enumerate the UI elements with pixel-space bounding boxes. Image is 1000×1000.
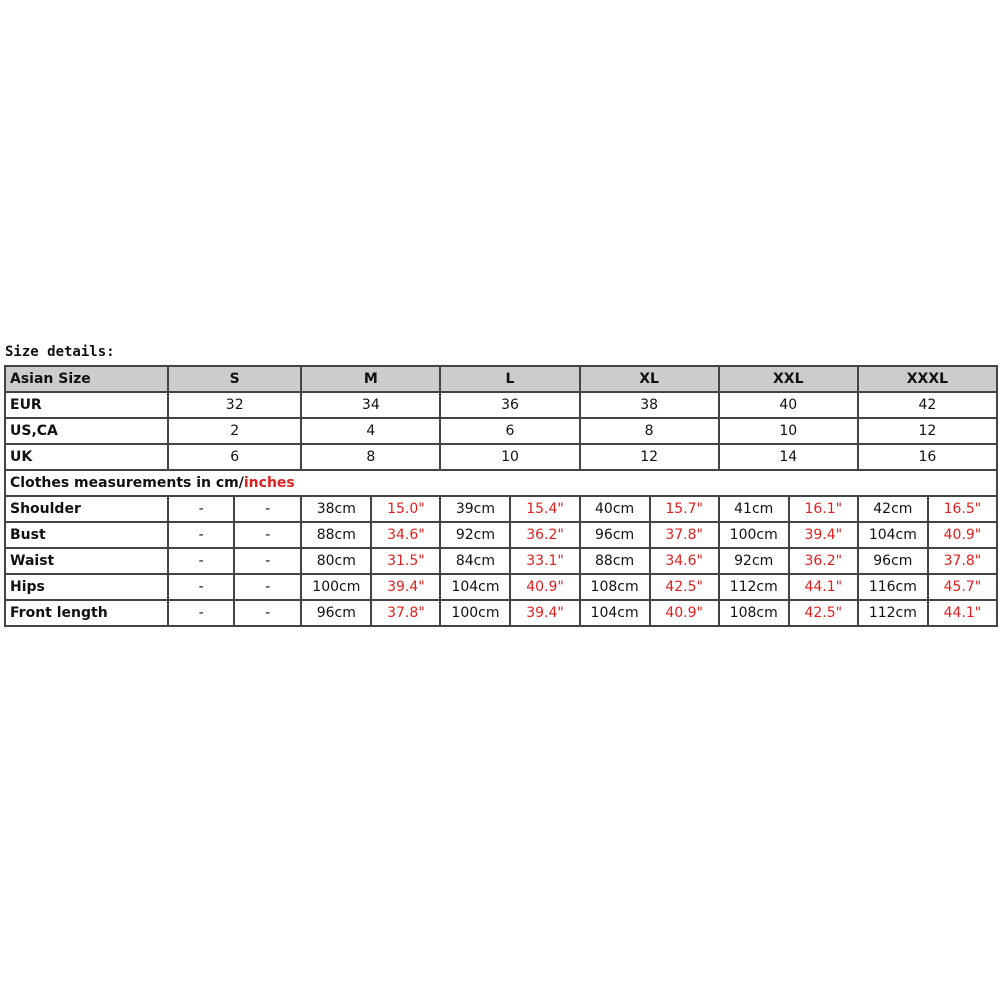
conversion-value: 2 bbox=[168, 418, 301, 444]
inch-value: 36.2" bbox=[789, 548, 858, 574]
cm-value: 104cm bbox=[580, 600, 650, 626]
conversion-value: 34 bbox=[301, 392, 440, 418]
inch-value: 36.2" bbox=[510, 522, 579, 548]
conversion-value: 12 bbox=[858, 418, 997, 444]
cm-value: - bbox=[168, 548, 234, 574]
cm-value: 104cm bbox=[858, 522, 928, 548]
inch-value: 39.4" bbox=[789, 522, 858, 548]
conversion-value: 6 bbox=[168, 444, 301, 470]
measurement-label: Front length bbox=[5, 600, 168, 626]
inch-value: 37.8" bbox=[650, 522, 719, 548]
conversion-label: US,CA bbox=[5, 418, 168, 444]
inch-value: 16.5" bbox=[928, 496, 997, 522]
cm-value: - bbox=[168, 496, 234, 522]
measurement-label: Bust bbox=[5, 522, 168, 548]
cm-value: 88cm bbox=[580, 548, 650, 574]
measurement-label: Hips bbox=[5, 574, 168, 600]
cm-value: 92cm bbox=[719, 548, 789, 574]
conversion-value: 32 bbox=[168, 392, 301, 418]
conversion-value: 8 bbox=[301, 444, 440, 470]
inch-value: 42.5" bbox=[789, 600, 858, 626]
cm-value: 84cm bbox=[440, 548, 510, 574]
inch-value: 39.4" bbox=[510, 600, 579, 626]
cm-value: - bbox=[168, 522, 234, 548]
cm-value: 108cm bbox=[580, 574, 650, 600]
inch-value: 33.1" bbox=[510, 548, 579, 574]
conversion-value: 8 bbox=[580, 418, 719, 444]
inch-value: - bbox=[234, 496, 301, 522]
cm-value: 96cm bbox=[580, 522, 650, 548]
cm-value: 41cm bbox=[719, 496, 789, 522]
cm-value: 88cm bbox=[301, 522, 371, 548]
measurement-label: Waist bbox=[5, 548, 168, 574]
measurements-heading bbox=[5, 470, 997, 496]
cm-value: - bbox=[168, 600, 234, 626]
inch-value: - bbox=[234, 600, 301, 626]
inch-value: 44.1" bbox=[789, 574, 858, 600]
size-header-xxl: XXL bbox=[719, 366, 858, 392]
inch-value: 44.1" bbox=[928, 600, 997, 626]
cm-value: 96cm bbox=[858, 548, 928, 574]
cm-value: 108cm bbox=[719, 600, 789, 626]
conversion-value: 38 bbox=[580, 392, 719, 418]
conversion-value: 16 bbox=[858, 444, 997, 470]
cm-value: 100cm bbox=[440, 600, 510, 626]
size-header-m: M bbox=[301, 366, 440, 392]
inch-value: 16.1" bbox=[789, 496, 858, 522]
size-header-s: S bbox=[168, 366, 301, 392]
conversion-row-us-ca bbox=[5, 418, 997, 444]
cm-value: - bbox=[168, 574, 234, 600]
cm-value: 42cm bbox=[858, 496, 928, 522]
inch-value: 15.0" bbox=[371, 496, 440, 522]
measurement-row-hips bbox=[5, 574, 997, 600]
measurements-heading-text: Clothes measurements in cm/ bbox=[10, 475, 244, 491]
inch-value: 31.5" bbox=[371, 548, 440, 574]
inch-value: 15.7" bbox=[650, 496, 719, 522]
inch-value: 45.7" bbox=[928, 574, 997, 600]
size-chart bbox=[4, 341, 998, 627]
conversion-value: 36 bbox=[440, 392, 579, 418]
inch-value: 37.8" bbox=[928, 548, 997, 574]
conversion-row-uk bbox=[5, 444, 997, 470]
cm-value: 38cm bbox=[301, 496, 371, 522]
size-details-caption: Size details: bbox=[5, 344, 115, 360]
header-label: Asian Size bbox=[5, 366, 168, 392]
conversion-value: 12 bbox=[580, 444, 719, 470]
inch-value: 34.6" bbox=[371, 522, 440, 548]
section-row bbox=[5, 470, 997, 496]
conversion-value: 4 bbox=[301, 418, 440, 444]
conversion-row-eur bbox=[5, 392, 997, 418]
conversion-value: 10 bbox=[719, 418, 858, 444]
header-row bbox=[5, 366, 997, 392]
cm-value: 80cm bbox=[301, 548, 371, 574]
inch-value: 15.4" bbox=[510, 496, 579, 522]
measurement-row-bust bbox=[5, 522, 997, 548]
conversion-value: 40 bbox=[719, 392, 858, 418]
inches-highlight: inches bbox=[243, 475, 295, 491]
conversion-value: 10 bbox=[440, 444, 579, 470]
measurement-row-front-length bbox=[5, 600, 997, 626]
conversion-value: 6 bbox=[440, 418, 579, 444]
inch-value: 34.6" bbox=[650, 548, 719, 574]
size-header-xxxl: XXXL bbox=[858, 366, 997, 392]
conversion-value: 42 bbox=[858, 392, 997, 418]
size-header-l: L bbox=[440, 366, 579, 392]
cm-value: 112cm bbox=[719, 574, 789, 600]
cm-value: 100cm bbox=[719, 522, 789, 548]
inch-value: 42.5" bbox=[650, 574, 719, 600]
cm-value: 92cm bbox=[440, 522, 510, 548]
cm-value: 39cm bbox=[440, 496, 510, 522]
inch-value: 39.4" bbox=[371, 574, 440, 600]
cm-value: 116cm bbox=[858, 574, 928, 600]
cm-value: 100cm bbox=[301, 574, 371, 600]
cm-value: 104cm bbox=[440, 574, 510, 600]
size-table bbox=[4, 365, 998, 627]
inch-value: - bbox=[234, 548, 301, 574]
cm-value: 112cm bbox=[858, 600, 928, 626]
cm-value: 96cm bbox=[301, 600, 371, 626]
inch-value: 40.9" bbox=[928, 522, 997, 548]
cm-value: 40cm bbox=[580, 496, 650, 522]
size-header-xl: XL bbox=[580, 366, 719, 392]
measurement-label: Shoulder bbox=[5, 496, 168, 522]
conversion-value: 14 bbox=[719, 444, 858, 470]
measurement-row-shoulder bbox=[5, 496, 997, 522]
inch-value: - bbox=[234, 574, 301, 600]
inch-value: 37.8" bbox=[371, 600, 440, 626]
measurement-row-waist bbox=[5, 548, 997, 574]
conversion-label: UK bbox=[5, 444, 168, 470]
inch-value: - bbox=[234, 522, 301, 548]
conversion-label: EUR bbox=[5, 392, 168, 418]
inch-value: 40.9" bbox=[510, 574, 579, 600]
inch-value: 40.9" bbox=[650, 600, 719, 626]
